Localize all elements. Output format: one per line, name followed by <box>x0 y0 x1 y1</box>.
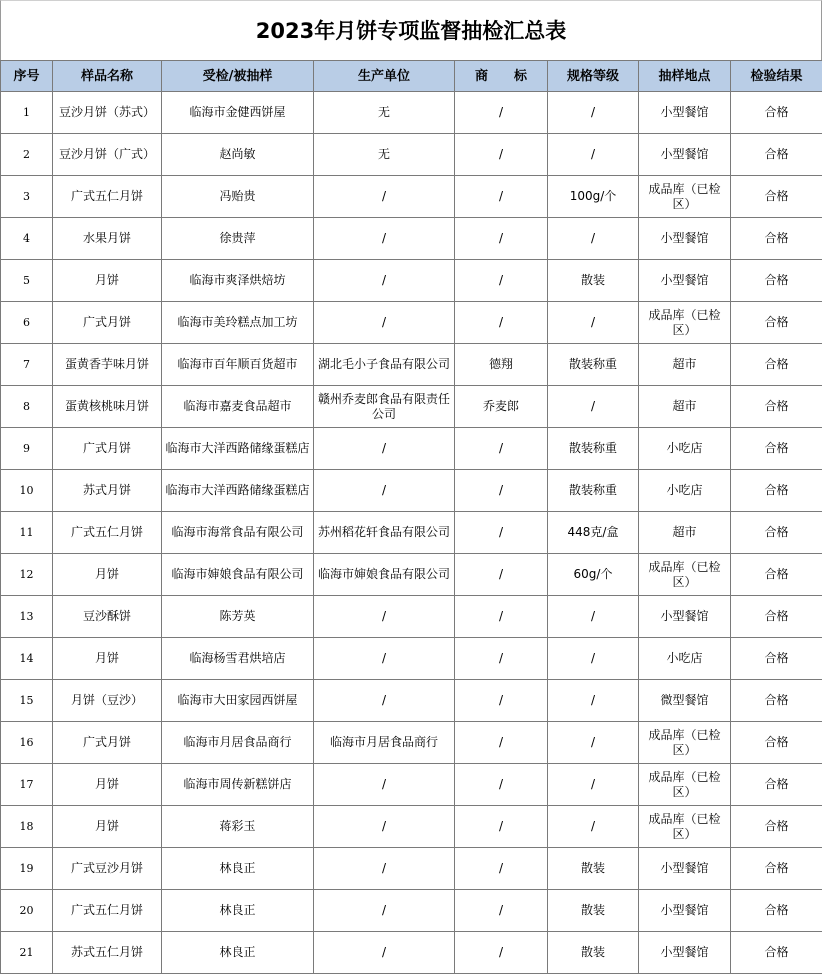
cell-result: 合格 <box>731 512 822 554</box>
cell-result: 合格 <box>731 92 822 134</box>
col-header-trademark: 商 标 <box>455 61 548 92</box>
cell-seq: 19 <box>1 848 53 890</box>
cell-trademark: / <box>455 428 548 470</box>
cell-manufacturer: / <box>314 218 455 260</box>
cell-sampling-location: 小吃店 <box>639 638 731 680</box>
cell-trademark: / <box>455 638 548 680</box>
table-row <box>1 386 822 428</box>
cell-sampling-location: 小型餐馆 <box>639 932 731 974</box>
cell-sampling-location: 成品库（已检区） <box>639 764 731 806</box>
cell-result: 合格 <box>731 554 822 596</box>
cell-sample-name: 广式豆沙月饼 <box>53 848 162 890</box>
table-row <box>1 134 822 176</box>
cell-manufacturer: 湖北毛小子食品有限公司 <box>314 344 455 386</box>
cell-inspected-party: 临海市大洋西路储缘蛋糕店 <box>162 428 314 470</box>
table-row <box>1 218 822 260</box>
cell-sampling-location: 成品库（已检区） <box>639 302 731 344</box>
cell-trademark: / <box>455 176 548 218</box>
cell-sample-name: 豆沙月饼（广式） <box>53 134 162 176</box>
cell-seq: 16 <box>1 722 53 764</box>
cell-result: 合格 <box>731 344 822 386</box>
cell-result: 合格 <box>731 890 822 932</box>
cell-sample-name: 蛋黄核桃味月饼 <box>53 386 162 428</box>
table-row <box>1 596 822 638</box>
cell-seq: 14 <box>1 638 53 680</box>
cell-manufacturer: / <box>314 428 455 470</box>
cell-result: 合格 <box>731 260 822 302</box>
cell-manufacturer: / <box>314 470 455 512</box>
cell-trademark: / <box>455 302 548 344</box>
cell-result: 合格 <box>731 386 822 428</box>
table-row <box>1 344 822 386</box>
cell-seq: 21 <box>1 932 53 974</box>
col-header-manufacturer: 生产单位 <box>314 61 455 92</box>
cell-manufacturer: / <box>314 176 455 218</box>
cell-manufacturer: / <box>314 596 455 638</box>
cell-inspected-party: 赵尚敏 <box>162 134 314 176</box>
cell-sampling-location: 小型餐馆 <box>639 890 731 932</box>
cell-sample-name: 广式月饼 <box>53 722 162 764</box>
cell-result: 合格 <box>731 638 822 680</box>
cell-inspected-party: 林良正 <box>162 848 314 890</box>
cell-seq: 18 <box>1 806 53 848</box>
cell-sampling-location: 微型餐馆 <box>639 680 731 722</box>
cell-specification: / <box>548 302 639 344</box>
cell-inspected-party: 陈芳英 <box>162 596 314 638</box>
cell-sample-name: 月饼 <box>53 638 162 680</box>
cell-sampling-location: 成品库（已检区） <box>639 554 731 596</box>
table-row <box>1 176 822 218</box>
cell-inspected-party: 临海市月居食品商行 <box>162 722 314 764</box>
cell-seq: 20 <box>1 890 53 932</box>
cell-specification: / <box>548 596 639 638</box>
cell-specification: / <box>548 386 639 428</box>
cell-trademark: / <box>455 806 548 848</box>
cell-manufacturer: / <box>314 848 455 890</box>
cell-sampling-location: 小型餐馆 <box>639 92 731 134</box>
cell-seq: 2 <box>1 134 53 176</box>
cell-seq: 6 <box>1 302 53 344</box>
col-header-seq: 序号 <box>1 61 53 92</box>
cell-inspected-party: 临海市大洋西路储缘蛋糕店 <box>162 470 314 512</box>
cell-result: 合格 <box>731 470 822 512</box>
cell-inspected-party: 临海市大田家园西饼屋 <box>162 680 314 722</box>
cell-sample-name: 月饼 <box>53 764 162 806</box>
cell-manufacturer: / <box>314 680 455 722</box>
table-row <box>1 92 822 134</box>
cell-inspected-party: 临海市爽泽烘焙坊 <box>162 260 314 302</box>
cell-seq: 12 <box>1 554 53 596</box>
table-row <box>1 554 822 596</box>
cell-specification: / <box>548 680 639 722</box>
cell-specification: 散装 <box>548 848 639 890</box>
cell-sampling-location: 成品库（已检区） <box>639 176 731 218</box>
cell-sampling-location: 小型餐馆 <box>639 848 731 890</box>
cell-trademark: / <box>455 512 548 554</box>
cell-result: 合格 <box>731 428 822 470</box>
cell-seq: 9 <box>1 428 53 470</box>
cell-manufacturer: 赣州乔麦郎食品有限责任公司 <box>314 386 455 428</box>
cell-inspected-party: 林良正 <box>162 890 314 932</box>
cell-manufacturer: / <box>314 932 455 974</box>
cell-trademark: 乔麦郎 <box>455 386 548 428</box>
cell-result: 合格 <box>731 596 822 638</box>
cell-specification: 散装称重 <box>548 428 639 470</box>
cell-manufacturer: 无 <box>314 92 455 134</box>
cell-specification: / <box>548 92 639 134</box>
cell-seq: 11 <box>1 512 53 554</box>
col-header-sample-name: 样品名称 <box>53 61 162 92</box>
cell-manufacturer: / <box>314 806 455 848</box>
col-header-inspected-party: 受检/被抽样 <box>162 61 314 92</box>
cell-trademark: / <box>455 722 548 764</box>
table-row <box>1 722 822 764</box>
cell-seq: 10 <box>1 470 53 512</box>
cell-seq: 5 <box>1 260 53 302</box>
cell-specification: / <box>548 134 639 176</box>
cell-sampling-location: 小型餐馆 <box>639 596 731 638</box>
cell-sampling-location: 超市 <box>639 512 731 554</box>
inspection-table <box>0 60 822 974</box>
cell-sample-name: 月饼 <box>53 260 162 302</box>
cell-trademark: / <box>455 134 548 176</box>
cell-inspected-party: 临海市周传新糕饼店 <box>162 764 314 806</box>
table-row <box>1 806 822 848</box>
cell-sample-name: 水果月饼 <box>53 218 162 260</box>
cell-sample-name: 豆沙月饼（苏式） <box>53 92 162 134</box>
cell-sample-name: 月饼（豆沙） <box>53 680 162 722</box>
cell-seq: 1 <box>1 92 53 134</box>
cell-seq: 3 <box>1 176 53 218</box>
cell-result: 合格 <box>731 764 822 806</box>
cell-inspected-party: 临海市嘉麦食品超市 <box>162 386 314 428</box>
table-row <box>1 260 822 302</box>
cell-specification: / <box>548 638 639 680</box>
cell-result: 合格 <box>731 134 822 176</box>
cell-seq: 17 <box>1 764 53 806</box>
cell-result: 合格 <box>731 848 822 890</box>
cell-specification: 散装称重 <box>548 470 639 512</box>
cell-specification: / <box>548 764 639 806</box>
cell-sampling-location: 小吃店 <box>639 428 731 470</box>
cell-manufacturer: / <box>314 890 455 932</box>
cell-result: 合格 <box>731 218 822 260</box>
cell-specification: / <box>548 806 639 848</box>
table-row <box>1 680 822 722</box>
table-row <box>1 890 822 932</box>
table-row <box>1 512 822 554</box>
cell-sampling-location: 小型餐馆 <box>639 134 731 176</box>
cell-sample-name: 广式五仁月饼 <box>53 512 162 554</box>
cell-sample-name: 苏式五仁月饼 <box>53 932 162 974</box>
cell-sample-name: 蛋黄香芋味月饼 <box>53 344 162 386</box>
cell-sample-name: 广式月饼 <box>53 428 162 470</box>
cell-inspected-party: 临海市海常食品有限公司 <box>162 512 314 554</box>
table-row <box>1 764 822 806</box>
cell-trademark: 德翔 <box>455 344 548 386</box>
cell-sample-name: 广式五仁月饼 <box>53 176 162 218</box>
cell-sample-name: 豆沙酥饼 <box>53 596 162 638</box>
cell-specification: 散装 <box>548 260 639 302</box>
cell-inspected-party: 冯贻贵 <box>162 176 314 218</box>
cell-trademark: / <box>455 932 548 974</box>
cell-inspected-party: 临海市美玲糕点加工坊 <box>162 302 314 344</box>
cell-result: 合格 <box>731 680 822 722</box>
cell-sampling-location: 成品库（已检区） <box>639 722 731 764</box>
cell-manufacturer: 苏州稻花轩食品有限公司 <box>314 512 455 554</box>
cell-specification: 散装 <box>548 932 639 974</box>
cell-inspected-party: 徐贵萍 <box>162 218 314 260</box>
cell-inspected-party: 临海市婶娘食品有限公司 <box>162 554 314 596</box>
cell-sample-name: 广式五仁月饼 <box>53 890 162 932</box>
cell-manufacturer: / <box>314 302 455 344</box>
cell-specification: 散装 <box>548 890 639 932</box>
table-row <box>1 302 822 344</box>
cell-result: 合格 <box>731 932 822 974</box>
cell-sampling-location: 小型餐馆 <box>639 218 731 260</box>
cell-sample-name: 月饼 <box>53 554 162 596</box>
cell-sample-name: 广式月饼 <box>53 302 162 344</box>
cell-manufacturer: / <box>314 764 455 806</box>
cell-sampling-location: 超市 <box>639 344 731 386</box>
cell-trademark: / <box>455 848 548 890</box>
cell-specification: 散装称重 <box>548 344 639 386</box>
page-title: 2023年月饼专项监督抽检汇总表 <box>0 0 822 60</box>
cell-manufacturer: 临海市月居食品商行 <box>314 722 455 764</box>
cell-manufacturer: 临海市婶娘食品有限公司 <box>314 554 455 596</box>
cell-inspected-party: 临海市金健西饼屋 <box>162 92 314 134</box>
cell-specification: 448克/盒 <box>548 512 639 554</box>
cell-sampling-location: 成品库（已检区） <box>639 806 731 848</box>
cell-sampling-location: 小吃店 <box>639 470 731 512</box>
cell-manufacturer: / <box>314 638 455 680</box>
cell-trademark: / <box>455 554 548 596</box>
cell-seq: 7 <box>1 344 53 386</box>
cell-inspected-party: 蒋彩玉 <box>162 806 314 848</box>
cell-seq: 8 <box>1 386 53 428</box>
cell-inspected-party: 临海市百年顺百货超市 <box>162 344 314 386</box>
cell-result: 合格 <box>731 176 822 218</box>
cell-trademark: / <box>455 596 548 638</box>
table-row <box>1 638 822 680</box>
cell-specification: 60g/个 <box>548 554 639 596</box>
cell-trademark: / <box>455 470 548 512</box>
table-row <box>1 932 822 974</box>
table-body <box>1 92 822 974</box>
cell-trademark: / <box>455 92 548 134</box>
cell-result: 合格 <box>731 806 822 848</box>
cell-inspected-party: 临海杨雪君烘培店 <box>162 638 314 680</box>
cell-sampling-location: 超市 <box>639 386 731 428</box>
cell-seq: 15 <box>1 680 53 722</box>
col-header-sampling-location: 抽样地点 <box>639 61 731 92</box>
cell-trademark: / <box>455 680 548 722</box>
cell-sampling-location: 小型餐馆 <box>639 260 731 302</box>
cell-sample-name: 月饼 <box>53 806 162 848</box>
col-header-result: 检验结果 <box>731 61 822 92</box>
table-row <box>1 428 822 470</box>
cell-manufacturer: / <box>314 260 455 302</box>
cell-specification: / <box>548 218 639 260</box>
cell-seq: 4 <box>1 218 53 260</box>
cell-trademark: / <box>455 764 548 806</box>
cell-trademark: / <box>455 260 548 302</box>
cell-result: 合格 <box>731 722 822 764</box>
col-header-specification: 规格等级 <box>548 61 639 92</box>
cell-specification: / <box>548 722 639 764</box>
cell-specification: 100g/个 <box>548 176 639 218</box>
header-row <box>1 61 822 92</box>
cell-sample-name: 苏式月饼 <box>53 470 162 512</box>
table-row <box>1 470 822 512</box>
cell-trademark: / <box>455 890 548 932</box>
cell-trademark: / <box>455 218 548 260</box>
cell-manufacturer: 无 <box>314 134 455 176</box>
cell-seq: 13 <box>1 596 53 638</box>
cell-result: 合格 <box>731 302 822 344</box>
table-row <box>1 848 822 890</box>
cell-inspected-party: 林良正 <box>162 932 314 974</box>
